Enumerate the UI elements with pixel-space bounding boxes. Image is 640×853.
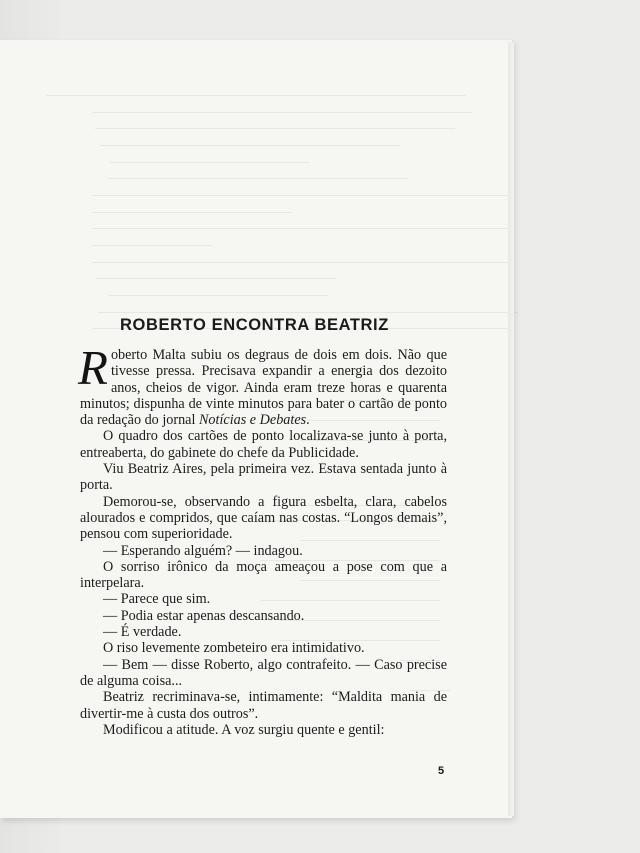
dialogue-line: — Bem — disse Roberto, algo contrafeito. — Caso precise de alguma coisa...: [80, 656, 447, 689]
show-through-line: [92, 245, 212, 246]
drop-cap: R: [78, 340, 108, 395]
paragraph-13: Modificou a atitude. A voz surgiu quente e gentil:: [103, 721, 385, 738]
show-through-line: [95, 128, 455, 129]
show-through-line: [110, 162, 310, 163]
show-through-line: [92, 195, 512, 196]
show-through-line: [98, 312, 518, 313]
show-through-line: [108, 295, 328, 296]
show-through-line: [46, 95, 466, 96]
paragraph-12: Beatriz recriminava-se, intimamente: “Maldita mania de divertir-me à custa dos outros”.: [80, 689, 447, 722]
show-through-line: [108, 178, 408, 179]
dialogue-line: — Parece que sim.: [103, 591, 211, 608]
show-through-line: [92, 228, 512, 229]
book-page: [0, 40, 513, 818]
dialogue-line: — Esperando alguém? — indagou.: [103, 542, 303, 559]
newspaper-name: Notícias e Debates: [198, 412, 307, 429]
chapter-body: [78, 340, 447, 738]
chapter-title: ROBERTO ENCONTRA BEATRIZ: [120, 316, 389, 334]
show-through-line: [92, 112, 472, 113]
page-edge: [508, 42, 514, 816]
paragraph-text: oberto Malta subiu os degraus de dois em dois. Não que tivesse pressa. Precisava expandir a energia dos dezoito anos, cheios de vigor. Ainda eram treze horas e quarenta minutos; dispunha de vinte minutos para bater o cartão de ponto da redação do jornal: [80, 347, 447, 429]
page-number: 5: [438, 765, 445, 777]
show-through-line: [92, 262, 512, 263]
paragraph-2: O quadro dos cartões de ponto localizava-se junto à porta, entreaberta, do gabinete do chefe da Publicidade.: [80, 428, 447, 461]
show-through-line: [92, 212, 292, 213]
paragraph-6: O sorriso irônico da moça ameaçou a pose com que a interpelara.: [80, 558, 447, 592]
paragraph-1: [78, 340, 447, 429]
dialogue-line: — Podia estar apenas descansando.: [103, 607, 305, 624]
dialogue-line: — É verdade.: [103, 624, 182, 641]
show-through-line: [100, 145, 400, 146]
paragraph-3: Viu Beatriz Aires, pela primeira vez. Estava sentada junto à porta.: [80, 461, 447, 494]
paragraph-4: Demorou-se, observando a figura esbelta, clara, cabelos alourados e compridos, que caíam nas costas. “Longos demais”, pensou com superioridade.: [80, 493, 447, 543]
paragraph-tail: .: [306, 412, 310, 429]
show-through-line: [96, 278, 336, 279]
paragraph-10: O riso levemente zombeteiro era intimidativo.: [103, 640, 365, 657]
